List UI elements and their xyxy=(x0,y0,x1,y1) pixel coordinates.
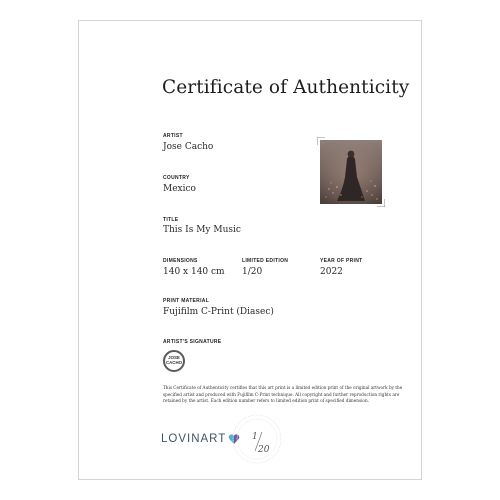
signature-label: ARTIST'S SIGNATURE xyxy=(163,339,222,345)
dimensions-label: DIMENSIONS xyxy=(163,258,198,264)
title-label: TITLE xyxy=(163,217,179,223)
certificate-title: Certificate of Authenticity xyxy=(162,77,410,98)
material-label: PRINT MATERIAL xyxy=(163,298,210,304)
lovinart-logo xyxy=(161,433,240,445)
artwork-thumbnail xyxy=(317,137,385,207)
certificate-statement: This Certificate of Authenticity certifies that this art print is a limited edition print of the original artwork by the specified artist and produced with Fujifilm C-Print technique. All copyright and further reproduction rights are retained by the artist. Each edition number refers to limited edition print of specified dimension. xyxy=(163,385,403,404)
dimensions-value: 140 x 140 cm xyxy=(163,267,225,277)
material-value: Fujifilm C-Print (Diasec) xyxy=(163,307,274,317)
artist-label: ARTIST xyxy=(163,133,183,139)
year-label: YEAR OF PRINT xyxy=(320,258,363,264)
edition-label: LIMITED EDITION xyxy=(242,258,289,264)
signature-line-1: JOSE xyxy=(168,355,180,361)
edition-value: 1/20 xyxy=(242,267,263,277)
certificate-sheet xyxy=(78,20,422,480)
brand-name: LOVINART xyxy=(161,433,227,445)
artwork-title-value: This Is My Music xyxy=(163,225,241,235)
edition-denominator: 20 xyxy=(258,445,270,455)
edition-number-mark xyxy=(245,427,275,457)
country-label: COUNTRY xyxy=(163,175,190,181)
artist-value: Jose Cacho xyxy=(163,142,214,152)
country-value: Mexico xyxy=(163,184,196,194)
edition-numerator: 1 xyxy=(252,432,258,442)
signature-line-2: CACHO xyxy=(165,360,183,365)
artist-signature xyxy=(163,350,185,372)
year-value: 2022 xyxy=(320,267,343,277)
